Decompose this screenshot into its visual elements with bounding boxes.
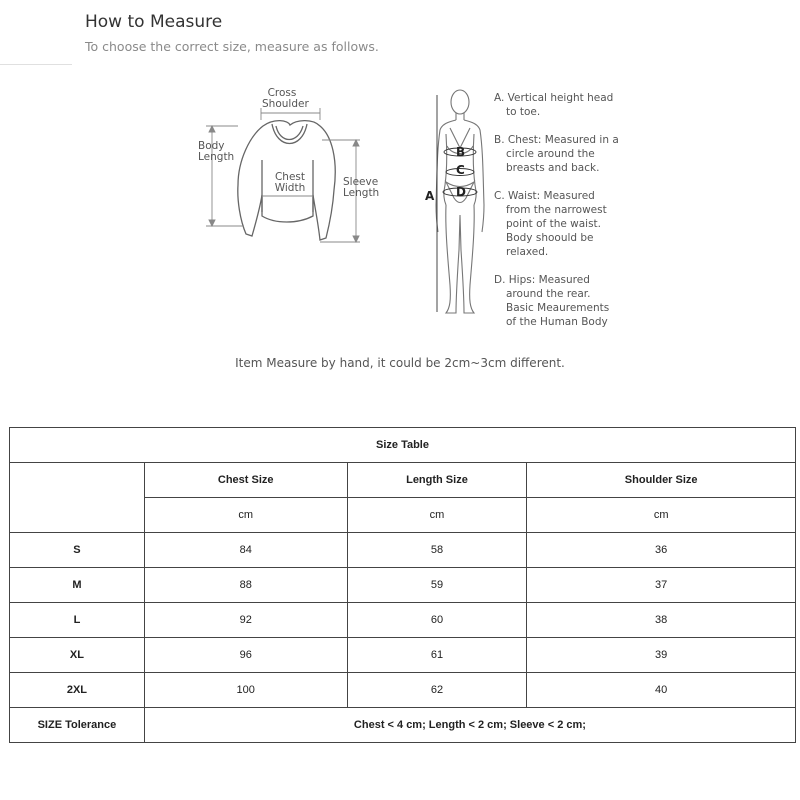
sleeve-length-label-line: Sleeve [343, 176, 379, 188]
table-row [10, 603, 796, 638]
tolerance-row [10, 708, 796, 743]
description-b [494, 133, 619, 175]
description-a [494, 91, 613, 119]
table-row [10, 673, 796, 708]
chest-cell: 96 [144, 638, 347, 673]
table-corner-cell [10, 463, 145, 533]
unit-cell: cm [527, 498, 796, 533]
description-line: B. Chest: Measured in a [494, 134, 619, 146]
description-line: Basic Meaurements [506, 302, 610, 314]
length-cell: 59 [347, 568, 527, 603]
page-subtitle: To choose the correct size, measure as follows. [85, 39, 379, 54]
size-label-cell: M [10, 568, 145, 603]
table-header-row [10, 463, 796, 498]
description-line: circle around the [506, 148, 595, 160]
sleeve-length-label-line: Length [343, 187, 380, 199]
chest-width-label [270, 172, 310, 194]
description-line: from the narrowest [506, 204, 607, 216]
body-figure-illustration [425, 86, 495, 321]
shoulder-cell: 38 [527, 603, 796, 638]
table-row [10, 568, 796, 603]
description-d [494, 273, 609, 329]
chest-cell: 88 [144, 568, 347, 603]
figure-head [451, 90, 469, 114]
column-header: Shoulder Size [527, 463, 796, 498]
letter-b: B [456, 145, 466, 159]
size-label-cell: XL [10, 638, 145, 673]
body-length-label-line: Body [198, 140, 225, 152]
cross-shoulder-label [262, 87, 309, 110]
description-line: to toe. [506, 106, 541, 118]
sleeve-length-label [343, 177, 383, 199]
description-line: breasts and back. [506, 162, 600, 174]
length-cell: 61 [347, 638, 527, 673]
chest-cell: 84 [144, 533, 347, 568]
chest-cell: 92 [144, 603, 347, 638]
length-cell: 60 [347, 603, 527, 638]
description-line: relaxed. [506, 246, 549, 258]
size-label-cell: L [10, 603, 145, 638]
tolerance-label: SIZE Tolerance [10, 708, 145, 743]
shoulder-cell: 39 [527, 638, 796, 673]
measure-note: Item Measure by hand, it could be 2cm~3cm different. [235, 356, 565, 370]
table-caption: Size Table [10, 428, 796, 463]
cross-shoulder-label-line: Cross [267, 87, 297, 99]
body-length-label-line: Length [198, 151, 235, 163]
letter-c: C [456, 163, 465, 177]
shoulder-cell: 40 [527, 673, 796, 708]
letter-a: A [425, 189, 435, 203]
cross-shoulder-label-line: Shoulder [262, 98, 309, 110]
tolerance-value: Chest < 4 cm; Length < 2 cm; Sleeve < 2 cm; [144, 708, 795, 743]
description-line: D. Hips: Measured [494, 274, 590, 286]
size-table [9, 427, 796, 743]
chest-width-label-line: Chest [274, 171, 306, 183]
table-row [10, 533, 796, 568]
table-row [10, 638, 796, 673]
table-caption-row [10, 428, 796, 463]
description-line: A. Vertical height head [494, 92, 614, 104]
length-cell: 62 [347, 673, 527, 708]
description-line: point of the waist. [506, 218, 602, 230]
chest-cell: 100 [144, 673, 347, 708]
description-line: Body shoould be [506, 232, 594, 244]
size-label-cell: S [10, 533, 145, 568]
figure-legs [446, 205, 474, 313]
description-line: of the Human Body [506, 316, 608, 328]
page-title: How to Measure [85, 12, 223, 32]
shoulder-cell: 37 [527, 568, 796, 603]
divider [0, 64, 72, 65]
unit-cell: cm [144, 498, 347, 533]
column-header: Length Size [347, 463, 527, 498]
description-line: C. Waist: Measured [494, 190, 595, 202]
column-header: Chest Size [144, 463, 347, 498]
body-length-label [198, 141, 238, 163]
unit-cell: cm [347, 498, 527, 533]
sweater-collar [276, 126, 303, 140]
length-cell: 58 [347, 533, 527, 568]
shoulder-cell: 36 [527, 533, 796, 568]
description-line: around the rear. [506, 288, 591, 300]
chest-width-label-line: Width [274, 182, 306, 194]
description-c [494, 189, 607, 259]
size-label-cell: 2XL [10, 673, 145, 708]
letter-d: D [456, 185, 466, 199]
